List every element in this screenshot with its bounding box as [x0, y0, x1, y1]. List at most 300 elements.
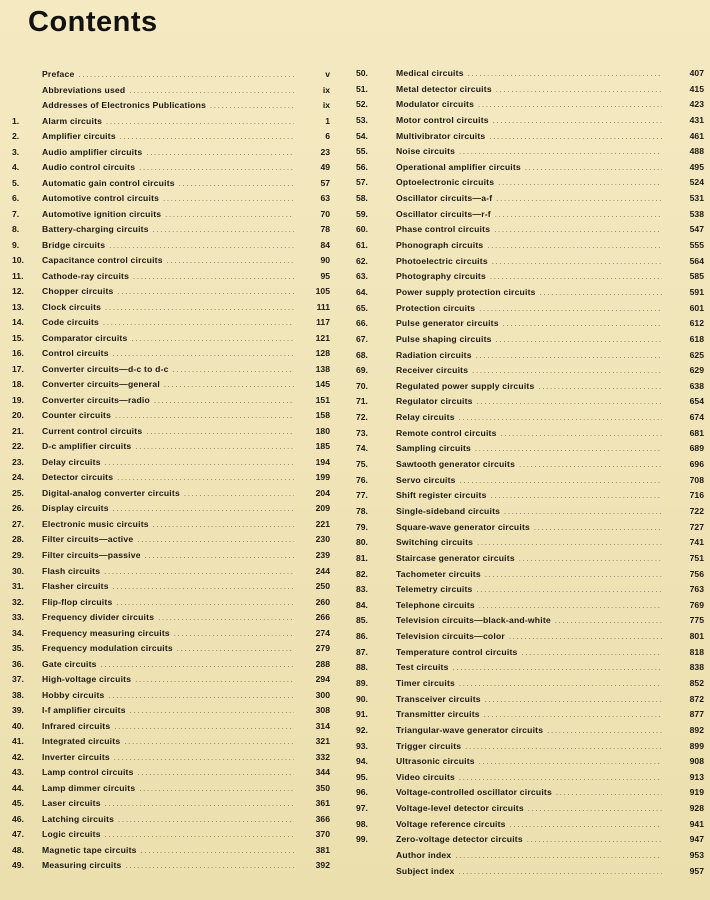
entry-page-number: 1 — [325, 115, 330, 126]
entry-page-number: 681 — [689, 427, 704, 438]
entry-label: Multivibrator circuits — [396, 130, 486, 141]
contents-column-left — [12, 68, 332, 875]
entry-page-number: 696 — [689, 459, 704, 470]
entry-label: Infrared circuits — [42, 720, 111, 731]
entry-number: 71. — [356, 396, 368, 407]
entry-label: Sawtooth generator circuits — [396, 459, 516, 470]
entry-page-number: 756 — [689, 568, 704, 579]
entry-label: Ultrasonic circuits — [396, 756, 475, 767]
entry-label: Detector circuits — [42, 472, 114, 483]
entry-number: 22. — [12, 441, 24, 452]
toc-entry — [356, 176, 708, 192]
toc-entry — [12, 425, 332, 441]
entry-page-number: 128 — [315, 348, 330, 359]
entry-number: 47. — [12, 829, 24, 840]
entry-label: Pulse shaping circuits — [396, 333, 492, 344]
entry-page-number: 585 — [689, 271, 704, 282]
entry-page-number: 221 — [315, 518, 330, 529]
toc-entry — [12, 642, 332, 658]
entry-label: Receiver circuits — [396, 365, 469, 376]
dot-leader — [146, 427, 294, 439]
entry-number: 31. — [12, 581, 24, 592]
dot-leader — [509, 632, 662, 644]
entry-page-number: 244 — [315, 565, 330, 576]
entry-label: Clock circuits — [42, 301, 102, 312]
toc-entry — [12, 130, 332, 146]
entry-label: Transceiver circuits — [396, 693, 481, 704]
entry-number: 27. — [12, 518, 24, 529]
toc-entry — [12, 487, 332, 503]
entry-page-number: 151 — [315, 394, 330, 405]
toc-entry — [12, 673, 332, 689]
entry-label: Transmitter circuits — [396, 709, 480, 720]
toc-entry — [356, 364, 708, 380]
entry-number: 36. — [12, 658, 24, 669]
entry-number: 73. — [356, 427, 368, 438]
entry-page-number: v — [325, 69, 330, 79]
entry-number: 38. — [12, 689, 24, 700]
entry-page-number: 145 — [315, 379, 330, 390]
entry-number: 48. — [12, 844, 24, 855]
entry-label: Converter circuits—radio — [42, 394, 150, 405]
dot-leader — [468, 69, 662, 81]
entry-label: Trigger circuits — [396, 740, 462, 751]
entry-page-number: 274 — [315, 627, 330, 638]
entry-number: 65. — [356, 302, 368, 313]
entry-page-number: 105 — [315, 286, 330, 297]
dot-leader — [496, 85, 662, 97]
entry-label: Photoelectric circuits — [396, 255, 488, 266]
dot-leader — [78, 70, 294, 82]
entry-number: 79. — [356, 521, 368, 532]
dot-leader — [120, 132, 294, 144]
entry-page-number: 495 — [689, 161, 704, 172]
entry-label: Voltage-controlled oscillator circuits — [396, 787, 552, 798]
entry-page-number: 908 — [689, 756, 704, 767]
entry-label: Gate circuits — [42, 658, 97, 669]
entry-page-number: 180 — [315, 425, 330, 436]
entry-number: 33. — [12, 612, 24, 623]
entry-number: 30. — [12, 565, 24, 576]
entry-page-number: 111 — [316, 301, 330, 312]
entry-label: Measuring circuits — [42, 860, 122, 871]
toc-entry — [12, 239, 332, 255]
entry-page-number: 775 — [689, 615, 704, 626]
entry-label: Radiation circuits — [396, 349, 472, 360]
entry-page-number: 266 — [315, 612, 330, 623]
entry-label: Temperature control circuits — [396, 646, 518, 657]
entry-number: 9. — [12, 239, 20, 250]
entry-page-number: 625 — [689, 349, 704, 360]
toc-entry — [356, 630, 708, 646]
entry-page-number: 70 — [320, 208, 330, 219]
entry-page-number: 928 — [689, 803, 704, 814]
toc-entry — [356, 786, 708, 802]
dot-leader — [164, 380, 294, 392]
dot-leader — [131, 334, 294, 346]
entry-label: Magnetic tape circuits — [42, 844, 137, 855]
entry-number: 81. — [356, 552, 368, 563]
dot-leader — [115, 411, 294, 423]
dot-leader — [139, 784, 294, 796]
dot-leader — [528, 804, 662, 816]
toc-entry — [356, 724, 708, 740]
dot-leader — [103, 318, 294, 330]
entry-page-number: 877 — [689, 709, 704, 720]
entry-page-number: 78 — [320, 224, 330, 235]
entry-number: 49. — [12, 860, 24, 871]
dot-leader — [113, 582, 294, 594]
entry-page-number: 366 — [315, 813, 330, 824]
entry-label: Current control circuits — [42, 425, 143, 436]
entry-label: Switching circuits — [396, 537, 474, 548]
entry-page-number: 49 — [320, 162, 330, 173]
dot-leader — [534, 523, 662, 535]
entry-number: 37. — [12, 674, 24, 685]
entry-page-number: 6 — [325, 131, 330, 142]
entry-label: Delay circuits — [42, 456, 101, 467]
entry-label: Author index — [396, 850, 452, 861]
entry-label: Remote control circuits — [396, 427, 497, 438]
dot-leader — [109, 691, 295, 703]
entry-label: Pulse generator circuits — [396, 318, 499, 329]
toc-entry — [12, 223, 332, 239]
entry-label: D-c amplifier circuits — [42, 441, 132, 452]
entry-number: 89. — [356, 677, 368, 688]
entry-label: Automatic gain control circuits — [42, 177, 175, 188]
entry-page-number: 199 — [315, 472, 330, 483]
entry-number: 90. — [356, 693, 368, 704]
entry-number: 58. — [356, 193, 368, 204]
entry-page-number: 612 — [689, 318, 704, 329]
entry-number: 5. — [12, 177, 20, 188]
entry-number: 75. — [356, 459, 368, 470]
dot-leader — [145, 551, 294, 563]
entry-number: 24. — [12, 472, 24, 483]
toc-entry — [356, 427, 708, 443]
entry-label: Integrated circuits — [42, 736, 121, 747]
dot-leader — [477, 538, 662, 550]
toc-entry — [12, 689, 332, 705]
entry-page-number: 194 — [315, 456, 330, 467]
entry-page-number: 314 — [315, 720, 330, 731]
entry-label: Phonograph circuits — [396, 240, 484, 251]
dot-leader — [129, 86, 294, 98]
entry-number: 62. — [356, 255, 368, 266]
entry-label: Control circuits — [42, 348, 109, 359]
toc-entry — [356, 208, 708, 224]
dot-leader — [504, 507, 662, 519]
entry-label: High-voltage circuits — [42, 674, 132, 685]
entry-number: 35. — [12, 643, 24, 654]
entry-number: 96. — [356, 787, 368, 798]
entry-number: 46. — [12, 813, 24, 824]
entry-page-number: 90 — [320, 255, 330, 266]
toc-entry — [356, 849, 708, 865]
entry-label: Video circuits — [396, 771, 455, 782]
entry-page-number: 300 — [315, 689, 330, 700]
entry-page-number: 547 — [689, 224, 704, 235]
toc-entry — [356, 223, 708, 239]
dot-leader — [459, 413, 662, 425]
toc-entry — [12, 704, 332, 720]
entry-number: 13. — [12, 301, 24, 312]
dot-leader — [105, 303, 294, 315]
entry-label: Frequency divider circuits — [42, 612, 155, 623]
entry-number: 55. — [356, 146, 368, 157]
entry-page-number: 957 — [689, 865, 704, 876]
dot-leader — [465, 742, 662, 754]
entry-number: 39. — [12, 705, 24, 716]
entry-label: Code circuits — [42, 317, 100, 328]
dot-leader — [139, 163, 294, 175]
dot-leader — [496, 194, 662, 206]
dot-leader — [133, 272, 294, 284]
entry-page-number: 727 — [689, 521, 704, 532]
entry-number: 92. — [356, 724, 368, 735]
toc-entry — [12, 378, 332, 394]
toc-entry — [12, 316, 332, 332]
entry-page-number: 531 — [689, 193, 704, 204]
dot-leader — [460, 476, 662, 488]
dot-leader — [459, 679, 662, 691]
entry-page-number: 95 — [320, 270, 330, 281]
entry-page-number: 158 — [315, 410, 330, 421]
entry-label: Chopper circuits — [42, 286, 114, 297]
dot-leader — [113, 504, 294, 516]
entry-label: Counter circuits — [42, 410, 112, 421]
dot-leader — [105, 458, 294, 470]
dot-leader — [153, 520, 294, 532]
entry-number: 10. — [12, 255, 24, 266]
entry-label: Single-sideband circuits — [396, 505, 501, 516]
dot-leader — [501, 429, 662, 441]
toc-entry — [12, 270, 332, 286]
toc-entry — [12, 301, 332, 317]
entry-label: Operational amplifier circuits — [396, 161, 521, 172]
entry-label: Flip-flop circuits — [42, 596, 113, 607]
entry-number: 12. — [12, 286, 24, 297]
entry-label: Sampling circuits — [396, 443, 472, 454]
entry-page-number: 941 — [689, 818, 704, 829]
entry-label: Audio amplifier circuits — [42, 146, 143, 157]
toc-entry — [12, 99, 332, 115]
entry-page-number: 361 — [315, 798, 330, 809]
entry-number: 76. — [356, 474, 368, 485]
dot-leader — [114, 722, 294, 734]
toc-entry — [356, 255, 708, 271]
entry-page-number: 308 — [315, 705, 330, 716]
toc-entry — [12, 68, 332, 84]
entry-page-number: 209 — [315, 503, 330, 514]
toc-entry — [12, 565, 332, 581]
dot-leader — [487, 241, 662, 253]
entry-label: Hobby circuits — [42, 689, 105, 700]
entry-page-number: 63 — [320, 193, 330, 204]
toc-entry — [12, 596, 332, 612]
entry-page-number: 288 — [315, 658, 330, 669]
entry-number: 60. — [356, 224, 368, 235]
entry-page-number: 818 — [689, 646, 704, 657]
dot-leader — [167, 256, 294, 268]
toc-entry — [356, 693, 708, 709]
entry-label: Display circuits — [42, 503, 109, 514]
entry-number: 43. — [12, 767, 24, 778]
dot-leader — [453, 663, 662, 675]
entry-label: Converter circuits—general — [42, 379, 160, 390]
entry-number: 3. — [12, 146, 20, 157]
toc-entry — [12, 751, 332, 767]
dot-leader — [503, 319, 662, 331]
entry-label: Photography circuits — [396, 271, 486, 282]
entry-number: 7. — [12, 208, 20, 219]
dot-leader — [485, 570, 662, 582]
entry-label: Shift register circuits — [396, 490, 487, 501]
entry-label: Converter circuits—d-c to d-c — [42, 363, 169, 374]
dot-leader — [116, 598, 294, 610]
dot-leader — [522, 648, 663, 660]
toc-entry — [12, 782, 332, 798]
dot-leader — [493, 116, 662, 128]
toc-entry — [356, 661, 708, 677]
entry-number: 69. — [356, 365, 368, 376]
entry-label: Relay circuits — [396, 412, 455, 423]
dot-leader — [174, 629, 294, 641]
entry-page-number: 708 — [689, 474, 704, 485]
toc-entry — [356, 755, 708, 771]
entry-number: 51. — [356, 83, 368, 94]
dot-leader — [476, 351, 662, 363]
entry-number: 40. — [12, 720, 24, 731]
entry-page-number: 332 — [315, 751, 330, 762]
toc-entry — [356, 568, 708, 584]
entry-label: Staircase generator circuits — [396, 552, 515, 563]
entry-page-number: 230 — [315, 534, 330, 545]
dot-leader — [146, 148, 294, 160]
entry-label: Modulator circuits — [396, 99, 475, 110]
entry-number: 63. — [356, 271, 368, 282]
dot-leader — [540, 288, 662, 300]
dot-leader — [478, 100, 662, 112]
dot-leader — [135, 675, 294, 687]
entry-number: 26. — [12, 503, 24, 514]
dot-leader — [477, 397, 662, 409]
entry-number: 16. — [12, 348, 24, 359]
dot-leader — [479, 757, 662, 769]
dot-leader — [138, 768, 294, 780]
dot-leader — [163, 194, 294, 206]
toc-entry — [356, 740, 708, 756]
entry-label: Electronic music circuits — [42, 518, 149, 529]
entry-label: Voltage reference circuits — [396, 818, 506, 829]
toc-entry — [12, 797, 332, 813]
dot-leader — [105, 799, 294, 811]
entry-label: Flasher circuits — [42, 581, 109, 592]
toc-entry — [356, 536, 708, 552]
entry-page-number: 138 — [315, 363, 330, 374]
entry-number: 88. — [356, 662, 368, 673]
entry-label: Triangular-wave generator circuits — [396, 724, 544, 735]
entry-label: Regulated power supply circuits — [396, 380, 535, 391]
entry-label: Filter circuits—active — [42, 534, 134, 545]
dot-leader — [130, 706, 294, 718]
contents-column-right — [356, 67, 708, 880]
toc-entry — [12, 254, 332, 270]
toc-entry — [356, 802, 708, 818]
entry-label: Servo circuits — [396, 474, 456, 485]
toc-entry — [356, 98, 708, 114]
toc-entry — [356, 114, 708, 130]
dot-leader — [455, 851, 662, 863]
toc-entry — [356, 474, 708, 490]
toc-entry — [12, 502, 332, 518]
entry-number: 29. — [12, 549, 24, 560]
toc-entry — [356, 161, 708, 177]
toc-entry — [12, 735, 332, 751]
entry-number: 57. — [356, 177, 368, 188]
dot-leader — [491, 491, 662, 503]
entry-label: Automotive ignition circuits — [42, 208, 162, 219]
dot-leader — [498, 178, 662, 190]
dot-leader — [489, 132, 662, 144]
entry-page-number: 239 — [315, 549, 330, 560]
toc-entry — [12, 208, 332, 224]
toc-entry — [12, 611, 332, 627]
toc-entry — [356, 458, 708, 474]
entry-page-number: 415 — [689, 83, 704, 94]
entry-label: Noise circuits — [396, 146, 456, 157]
dot-leader — [459, 773, 662, 785]
entry-page-number: ix — [322, 100, 330, 111]
entry-page-number: 260 — [315, 596, 330, 607]
toc-entry — [356, 286, 708, 302]
toc-entry — [356, 395, 708, 411]
entry-label: Battery-charging circuits — [42, 224, 149, 235]
entry-number: 87. — [356, 646, 368, 657]
toc-entry — [12, 456, 332, 472]
entry-number: 4. — [12, 162, 20, 173]
entry-number: 93. — [356, 740, 368, 751]
toc-entry — [12, 766, 332, 782]
entry-label: Medical circuits — [396, 68, 464, 78]
entry-page-number: 722 — [689, 505, 704, 516]
entry-label: Flash circuits — [42, 565, 101, 576]
entry-page-number: 461 — [689, 130, 704, 141]
entry-page-number: 555 — [689, 240, 704, 251]
entry-label: Inverter circuits — [42, 751, 110, 762]
entry-label: Square-wave generator circuits — [396, 521, 530, 532]
toc-entry — [12, 828, 332, 844]
entry-number: 21. — [12, 425, 24, 436]
entry-number: 44. — [12, 782, 24, 793]
entry-page-number: 769 — [689, 599, 704, 610]
toc-entry — [12, 332, 332, 348]
entry-number: 70. — [356, 380, 368, 391]
entry-number: 6. — [12, 193, 20, 204]
entry-page-number: 344 — [315, 767, 330, 778]
dot-leader — [114, 753, 294, 765]
entry-page-number: 407 — [689, 68, 704, 78]
entry-label: Protection circuits — [396, 302, 476, 313]
entry-label: Regulator circuits — [396, 396, 473, 407]
entry-page-number: 250 — [315, 581, 330, 592]
entry-page-number: 57 — [320, 177, 330, 188]
toc-entry — [12, 813, 332, 829]
entry-number: 82. — [356, 568, 368, 579]
entry-number: 42. — [12, 751, 24, 762]
entry-label: Phase control circuits — [396, 224, 491, 235]
entry-number: 72. — [356, 412, 368, 423]
